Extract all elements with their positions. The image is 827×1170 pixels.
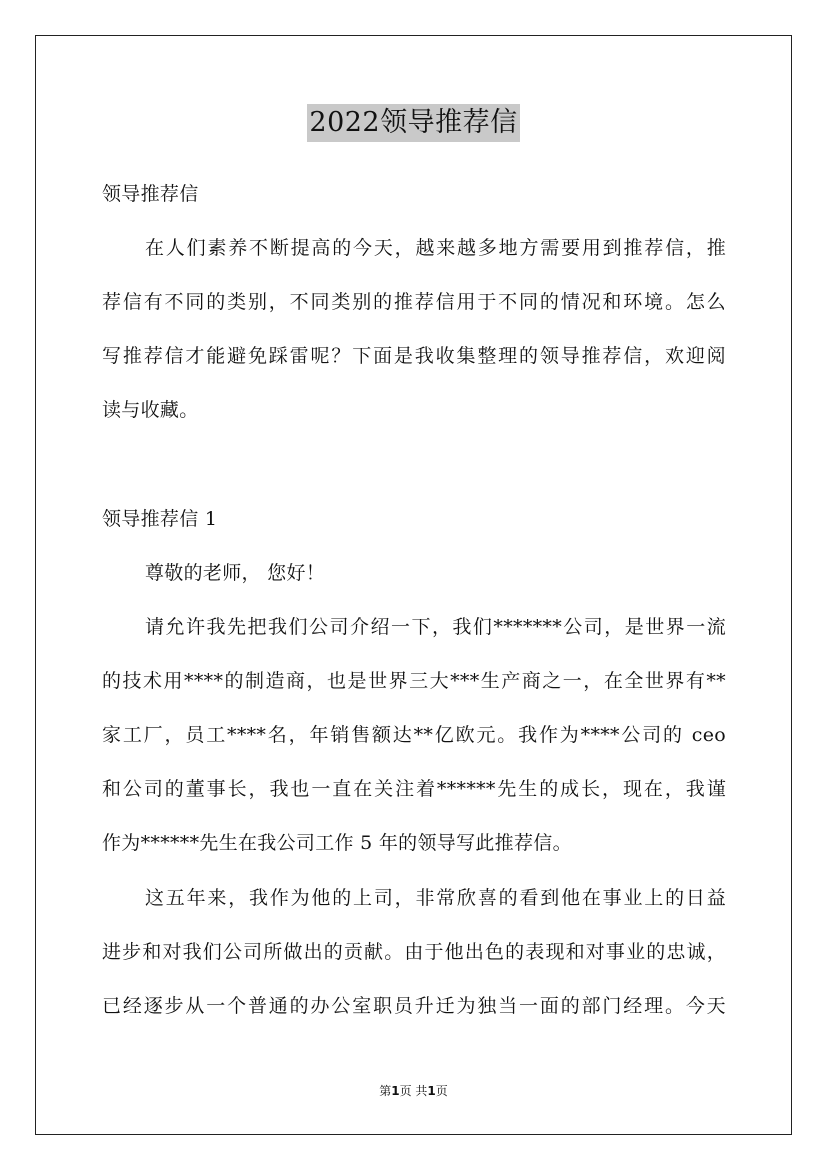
intro-line: 荐信有不同的类别，不同类别的推荐信用于不同的情况和环境。怎么: [102, 291, 726, 313]
paragraph-line: 家工厂，员工****名，年销售额达**亿欧元。我作为****公司的 ceo: [102, 724, 726, 746]
paragraph-line: 进步和对我们公司所做出的贡献。由于他出色的表现和对事业的忠诚，: [102, 941, 726, 963]
title-area: [0, 104, 827, 142]
footer-mid: 页 共: [399, 1084, 428, 1098]
letter-greeting: 尊敬的老师， 您好！: [145, 562, 326, 584]
document-title: 2022领导推荐信: [307, 104, 519, 142]
intro-line: 读与收藏。: [102, 399, 199, 421]
paragraph-line: 这五年来，我作为他的上司，非常欣喜的看到他在事业上的日益: [145, 887, 726, 909]
footer-suffix: 页: [435, 1084, 448, 1098]
footer-prefix: 第: [379, 1084, 392, 1098]
intro-line: 在人们素养不断提高的今天，越来越多地方需要用到推荐信，推: [145, 237, 726, 259]
paragraph-line: 已经逐步从一个普通的办公室职员升迁为独当一面的部门经理。今天: [102, 995, 726, 1017]
paragraph-line: 和公司的董事长，我也一直在关注着******先生的成长，现在，我谨: [102, 778, 726, 800]
page-footer: [0, 1083, 827, 1099]
document-subtitle: 领导推荐信: [102, 183, 199, 205]
paragraph-line: 的技术用****的制造商，也是世界三大***生产商之一，在全世界有**: [102, 670, 726, 692]
footer-page-number: 1: [391, 1084, 400, 1098]
paragraph-line: 作为******先生在我公司工作 5 年的领导写此推荐信。: [102, 832, 572, 854]
section-heading: 领导推荐信 1: [102, 508, 218, 530]
paragraph-line: 请允许我先把我们公司介绍一下，我们*******公司，是世界一流: [145, 616, 726, 638]
footer-total-pages: 1: [427, 1084, 436, 1098]
intro-line: 写推荐信才能避免踩雷呢？下面是我收集整理的领导推荐信，欢迎阅: [102, 345, 726, 367]
